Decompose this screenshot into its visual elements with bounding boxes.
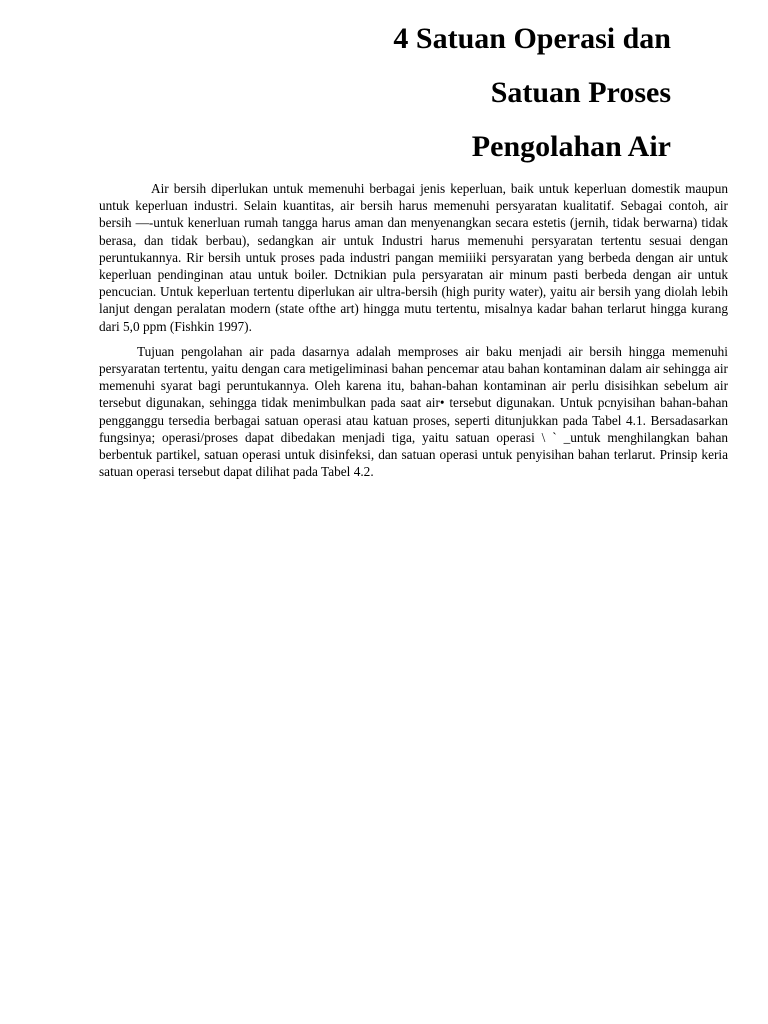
chapter-title bbox=[151, 12, 671, 174]
chapter-title-line-1: 4 Satuan Operasi dan bbox=[393, 22, 671, 55]
chapter-title-line-3: Pengolahan Air bbox=[471, 130, 671, 163]
paragraph-purpose: Tujuan pengolahan air pada dasarnya adalah memproses air baku menjadi air bersih hingga memenuhi persyaratan tertentu, yaitu dengan cara metigeliminasi bahan pencemar atau bahan kontaminan dalam air sehingga air memenuhi syarat bagi peruntukannya. Oleh karena itu, bahan-bahan kontaminan air perlu disisihkan sebelum air tersebut digunakan, sehingga tidak menimbulkan pada saat air• tersebut digunakan. Untuk pcnyisihan bahan-bahan pengganggu tersedia berbagai satuan operasi atau katuan proses, seperti ditunjukkan pada Tabel 4.1. Bersadasarkan fungsinya; operasi/proses dapat dibedakan menjadi tiga, yaitu satuan operasi \ ` _untuk menghilangkan bahan berbentuk partikel, satuan operasi untuk disinfeksi, dan satuan operasi untuk penyisihan bahan terlarut. Prinsip keria satuan operasi tersebut dapat dilihat pada Tabel 4.2. bbox=[99, 343, 728, 480]
body-text bbox=[99, 180, 728, 480]
chapter-title-line-2: Satuan Proses bbox=[490, 76, 671, 109]
paragraph-intro: Air bersih diperlukan untuk memenuhi berbagai jenis keperluan, baik untuk keperluan domestik maupun untuk keperluan industri. Selain kuantitas, air bersih harus memenuhi persyaratan kualitatif. Sebagai contoh, air bersih —-untuk kenerluan rumah tangga harus aman dan menyenangkan secara estetis (jernih, tidak berwarna) tidak berasa, dan tidak berbau), sedangkan air untuk Industri harus memenuhi persyaratan tertentu sesuai dengan peruntukannya. Rir bersih untuk proses pada industri pangan memiiiki persyaratan yang berbeda dengan air untuk keperluan pendinginan atau untuk boiler. Dctnikian pula persyaratan air minum pasti berbeda dengan air untuk pencucian. Untuk keperluan tertentu diperlukan air ultra-bersih (high purity water), yaitu air bersih yang diolah lebih lanjut dengan peralatan modern (state ofthe art) hingga mutu tertentu, misalnya kadar bahan terlarut hingga kurang dari 5,0 ppm (Fishkin 1997). bbox=[99, 181, 728, 334]
